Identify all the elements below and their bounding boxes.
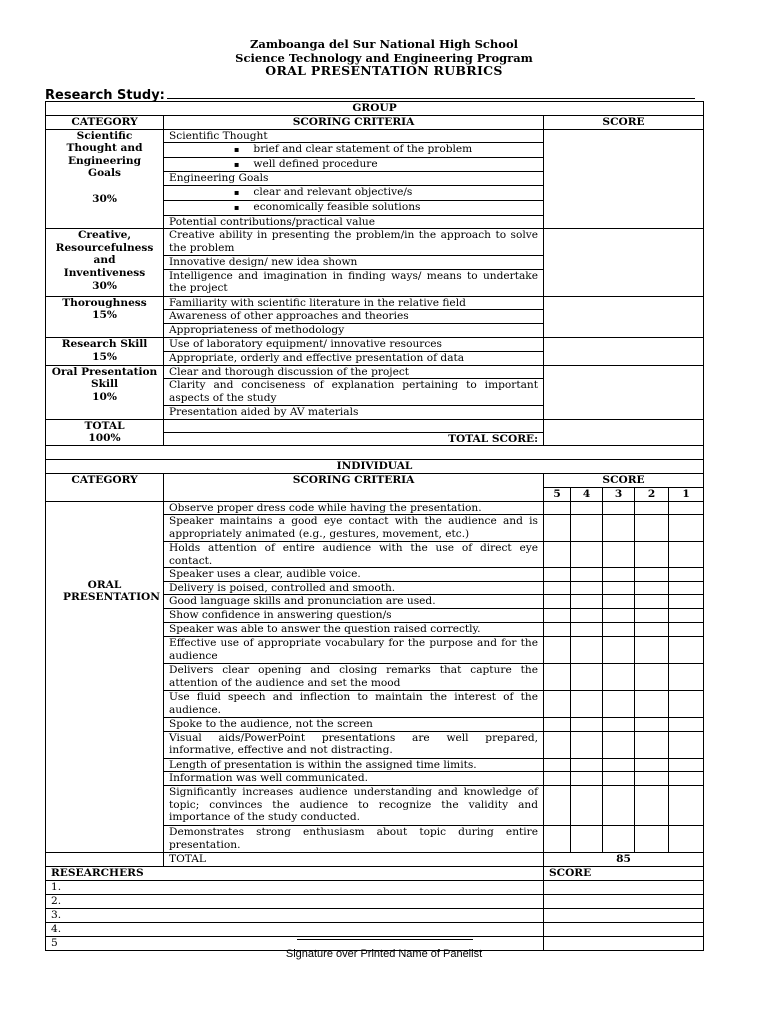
group-criterion: Clear and thorough discussion of the project [164,365,544,379]
score-box[interactable] [603,581,635,595]
score-box[interactable] [635,664,669,691]
group-criterion: Familiarity with scientific literature in the relative field [164,296,544,310]
group-total-score-cell[interactable] [544,419,704,446]
individual-category-name: ORAL PRESENTATION [63,578,160,604]
score-box[interactable] [544,691,571,718]
individual-section-title: INDIVIDUAL [46,460,704,474]
score-box[interactable] [603,758,635,772]
group-criterion: Intelligence and imagination in finding ways/ means to undertake the project [164,269,544,296]
group-category-weight: 10% [92,390,117,403]
score-box[interactable] [544,718,571,732]
school-name: Zamboanga del Sur National High School [249,37,518,51]
program-name: Science Technology and Engineering Program [235,51,533,65]
research-study-label: Research Study: [45,88,165,103]
score-box[interactable] [544,609,571,623]
researcher-score[interactable] [544,908,704,922]
score-box[interactable] [571,501,603,515]
score-box[interactable] [635,731,669,758]
signature-caption: Signature over Printed Name of Panelist [285,948,483,960]
researcher-score[interactable] [544,922,704,936]
individual-total-label: TOTAL [164,853,544,867]
score-box[interactable] [635,637,669,664]
individual-criterion: Effective use of appropriate vocabulary for the purpose and for the audience [164,637,544,664]
score-level-4: 4 [571,487,603,501]
score-box[interactable] [571,758,603,772]
individual-criterion: Speaker uses a clear, audible voice. [164,568,544,582]
score-box[interactable] [635,609,669,623]
group-criterion: ▪ well defined procedure [164,157,544,172]
group-section-title: GROUP [46,102,704,116]
individual-criteria-header: SCORING CRITERIA [164,473,544,501]
individual-total-value: 85 [544,853,704,867]
score-box[interactable] [669,515,704,542]
score-box[interactable] [544,731,571,758]
score-box[interactable] [669,826,704,853]
group-category-cell [46,296,164,337]
score-box[interactable] [635,501,669,515]
score-box[interactable] [669,542,704,568]
individual-criterion: Observe proper dress code while having the presentation. [164,501,544,515]
group-category-name: Research Skill [61,337,148,350]
researcher-number: 4. [51,922,62,935]
score-box[interactable] [544,623,571,637]
group-criterion: Awareness of other approaches and theories [164,310,544,324]
researcher-score[interactable] [544,880,704,894]
score-box[interactable] [603,595,635,609]
group-criterion: Appropriateness of methodology [164,324,544,338]
individual-criterion: Speaker was able to answer the question raised correctly. [164,623,544,637]
score-box[interactable] [669,501,704,515]
score-box[interactable] [571,772,603,786]
score-box[interactable] [603,772,635,786]
score-box[interactable] [544,664,571,691]
score-box[interactable] [603,664,635,691]
group-category-weight: 30% [92,192,117,205]
score-box[interactable] [571,826,603,853]
score-box[interactable] [603,568,635,582]
score-box[interactable] [635,581,669,595]
group-total-cell [46,419,164,446]
researcher-number: 5 [51,936,58,949]
score-level-2: 2 [635,487,669,501]
group-category-cell [46,129,164,229]
group-criterion: ▪ economically feasible solutions [164,200,544,215]
score-box[interactable] [669,664,704,691]
score-box[interactable] [571,718,603,732]
score-box[interactable] [635,568,669,582]
group-criterion: ▪ brief and clear statement of the problem [164,143,544,158]
score-box[interactable] [635,826,669,853]
researcher-row[interactable] [46,894,544,908]
score-box[interactable] [669,568,704,582]
group-category-name: Oral Presentation Skill [51,365,158,391]
group-score-cell[interactable] [544,296,704,337]
group-total-weight: 100% [88,432,121,445]
score-box[interactable] [603,515,635,542]
individual-criterion: Spoke to the audience, not the screen [164,718,544,732]
individual-score-header: SCORE [544,473,704,487]
score-box[interactable] [571,691,603,718]
score-box[interactable] [635,772,669,786]
score-level-1: 1 [669,487,704,501]
score-box[interactable] [544,542,571,568]
research-study-blank[interactable] [167,86,695,99]
score-box[interactable] [635,786,669,826]
score-box[interactable] [571,623,603,637]
individual-category-cell [46,501,164,853]
score-box[interactable] [669,581,704,595]
score-box[interactable] [571,568,603,582]
score-box[interactable] [669,731,704,758]
group-criteria-header: SCORING CRITERIA [164,115,544,129]
score-box[interactable] [635,718,669,732]
score-box[interactable] [571,595,603,609]
score-box[interactable] [669,623,704,637]
score-box[interactable] [544,595,571,609]
group-category-name: Thoroughness [62,296,147,309]
researchers-score-header: SCORE [544,866,704,880]
score-box[interactable] [544,515,571,542]
group-score-cell[interactable] [544,365,704,419]
score-box[interactable] [635,758,669,772]
group-category-weight: 30% [92,279,117,292]
score-box[interactable] [635,691,669,718]
score-box[interactable] [603,542,635,568]
group-score-cell[interactable] [544,337,704,365]
score-box[interactable] [544,568,571,582]
group-category-cell [46,337,164,365]
group-criterion: Innovative design/ new idea shown [164,256,544,270]
group-criterion: Engineering Goals [164,172,544,186]
score-box[interactable] [571,542,603,568]
group-category-weight: 15% [92,309,117,322]
group-criterion: Creative ability in presenting the problem/in the approach to solve the problem [164,229,544,256]
researchers-header: RESEARCHERS [46,866,544,880]
individual-category-header: CATEGORY [46,473,164,501]
section-spacer [46,446,704,460]
group-criterion: Scientific Thought [164,129,544,143]
score-box[interactable] [635,623,669,637]
score-box[interactable] [544,772,571,786]
score-level-3: 3 [603,487,635,501]
score-box[interactable] [571,609,603,623]
rubric-table [45,101,704,951]
score-box[interactable] [603,637,635,664]
score-box[interactable] [635,595,669,609]
group-total-blank [164,419,544,432]
group-category-header: CATEGORY [46,115,164,129]
score-level-5: 5 [544,487,571,501]
individual-criterion: Demonstrates strong enthusiasm about topic during entire presentation. [164,826,544,853]
document-title: ORAL PRESENTATION RUBRICS [265,63,503,78]
individual-criterion: Show confidence in answering question/s [164,609,544,623]
group-criterion: ▪ clear and relevant objective/s [164,186,544,201]
group-criterion: Use of laboratory equipment/ innovative resources [164,337,544,351]
score-box[interactable] [669,691,704,718]
score-box[interactable] [669,609,704,623]
score-box[interactable] [669,595,704,609]
score-box[interactable] [603,731,635,758]
group-category-cell [46,365,164,419]
individual-criterion: Delivery is poised, controlled and smooth. [164,581,544,595]
score-box[interactable] [603,609,635,623]
researcher-number: 2. [51,894,62,907]
individual-criterion: Significantly increases audience understanding and knowledge of topic; convinces the audience to recognize the validity and importance of the study conducted. [164,786,544,826]
score-box[interactable] [544,501,571,515]
individual-criterion: Good language skills and pronunciation are used. [164,595,544,609]
score-box[interactable] [544,826,571,853]
score-box[interactable] [571,637,603,664]
individual-criterion: Use fluid speech and inflection to maintain the interest of the audience. [164,691,544,718]
group-score-cell[interactable] [544,129,704,229]
group-criterion: Clarity and conciseness of explanation pertaining to important aspects of the study [164,379,544,406]
individual-criterion: Speaker maintains a good eye contact with the audience and is appropriately animated (e.g., gestures, movement, etc.) [164,515,544,542]
individual-criterion: Length of presentation is within the assigned time limits. [164,758,544,772]
score-box[interactable] [603,691,635,718]
score-box[interactable] [669,637,704,664]
individual-total-blank-cat [46,853,164,867]
score-box[interactable] [669,786,704,826]
score-box[interactable] [603,718,635,732]
score-box[interactable] [571,515,603,542]
score-box[interactable] [669,758,704,772]
group-criterion: Appropriate, orderly and effective presentation of data [164,351,544,365]
score-box[interactable] [571,581,603,595]
individual-criterion: Delivers clear opening and closing remarks that capture the attention of the audience and set the mood [164,664,544,691]
researcher-row[interactable] [46,922,544,936]
score-box[interactable] [544,581,571,595]
group-score-cell[interactable] [544,229,704,297]
group-criterion: Presentation aided by AV materials [164,406,544,420]
researcher-row[interactable] [46,908,544,922]
group-category-weight: 15% [92,350,117,363]
score-box[interactable] [544,758,571,772]
score-box[interactable] [571,664,603,691]
group-category-cell [46,229,164,297]
score-box[interactable] [669,772,704,786]
score-box[interactable] [669,718,704,732]
score-box[interactable] [603,786,635,826]
score-box[interactable] [635,515,669,542]
score-box[interactable] [544,786,571,826]
group-criterion: Potential contributions/practical value [164,215,544,229]
score-box[interactable] [571,731,603,758]
score-box[interactable] [635,542,669,568]
score-box[interactable] [603,826,635,853]
individual-criterion: Visual aids/PowerPoint presentations are well prepared, informative, effective and not distracting. [164,731,544,758]
researcher-number: 1. [51,880,62,893]
score-box[interactable] [603,501,635,515]
individual-criterion: Information was well communicated. [164,772,544,786]
group-category-name: Scientific Thought and Engineering Goals [66,129,143,180]
score-box[interactable] [544,637,571,664]
researcher-number: 3. [51,908,62,921]
score-box[interactable] [571,786,603,826]
individual-criterion: Holds attention of entire audience with the use of direct eye contact. [164,542,544,568]
group-score-header: SCORE [544,115,704,129]
group-category-name: Creative, Resourcefulness and Inventiveness [55,229,154,279]
group-total-label: TOTAL [84,419,125,432]
group-total-score-label: TOTAL SCORE: [164,432,544,446]
researcher-row[interactable] [46,880,544,894]
signature-line[interactable] [297,939,473,940]
score-box[interactable] [603,623,635,637]
researcher-score[interactable] [544,894,704,908]
